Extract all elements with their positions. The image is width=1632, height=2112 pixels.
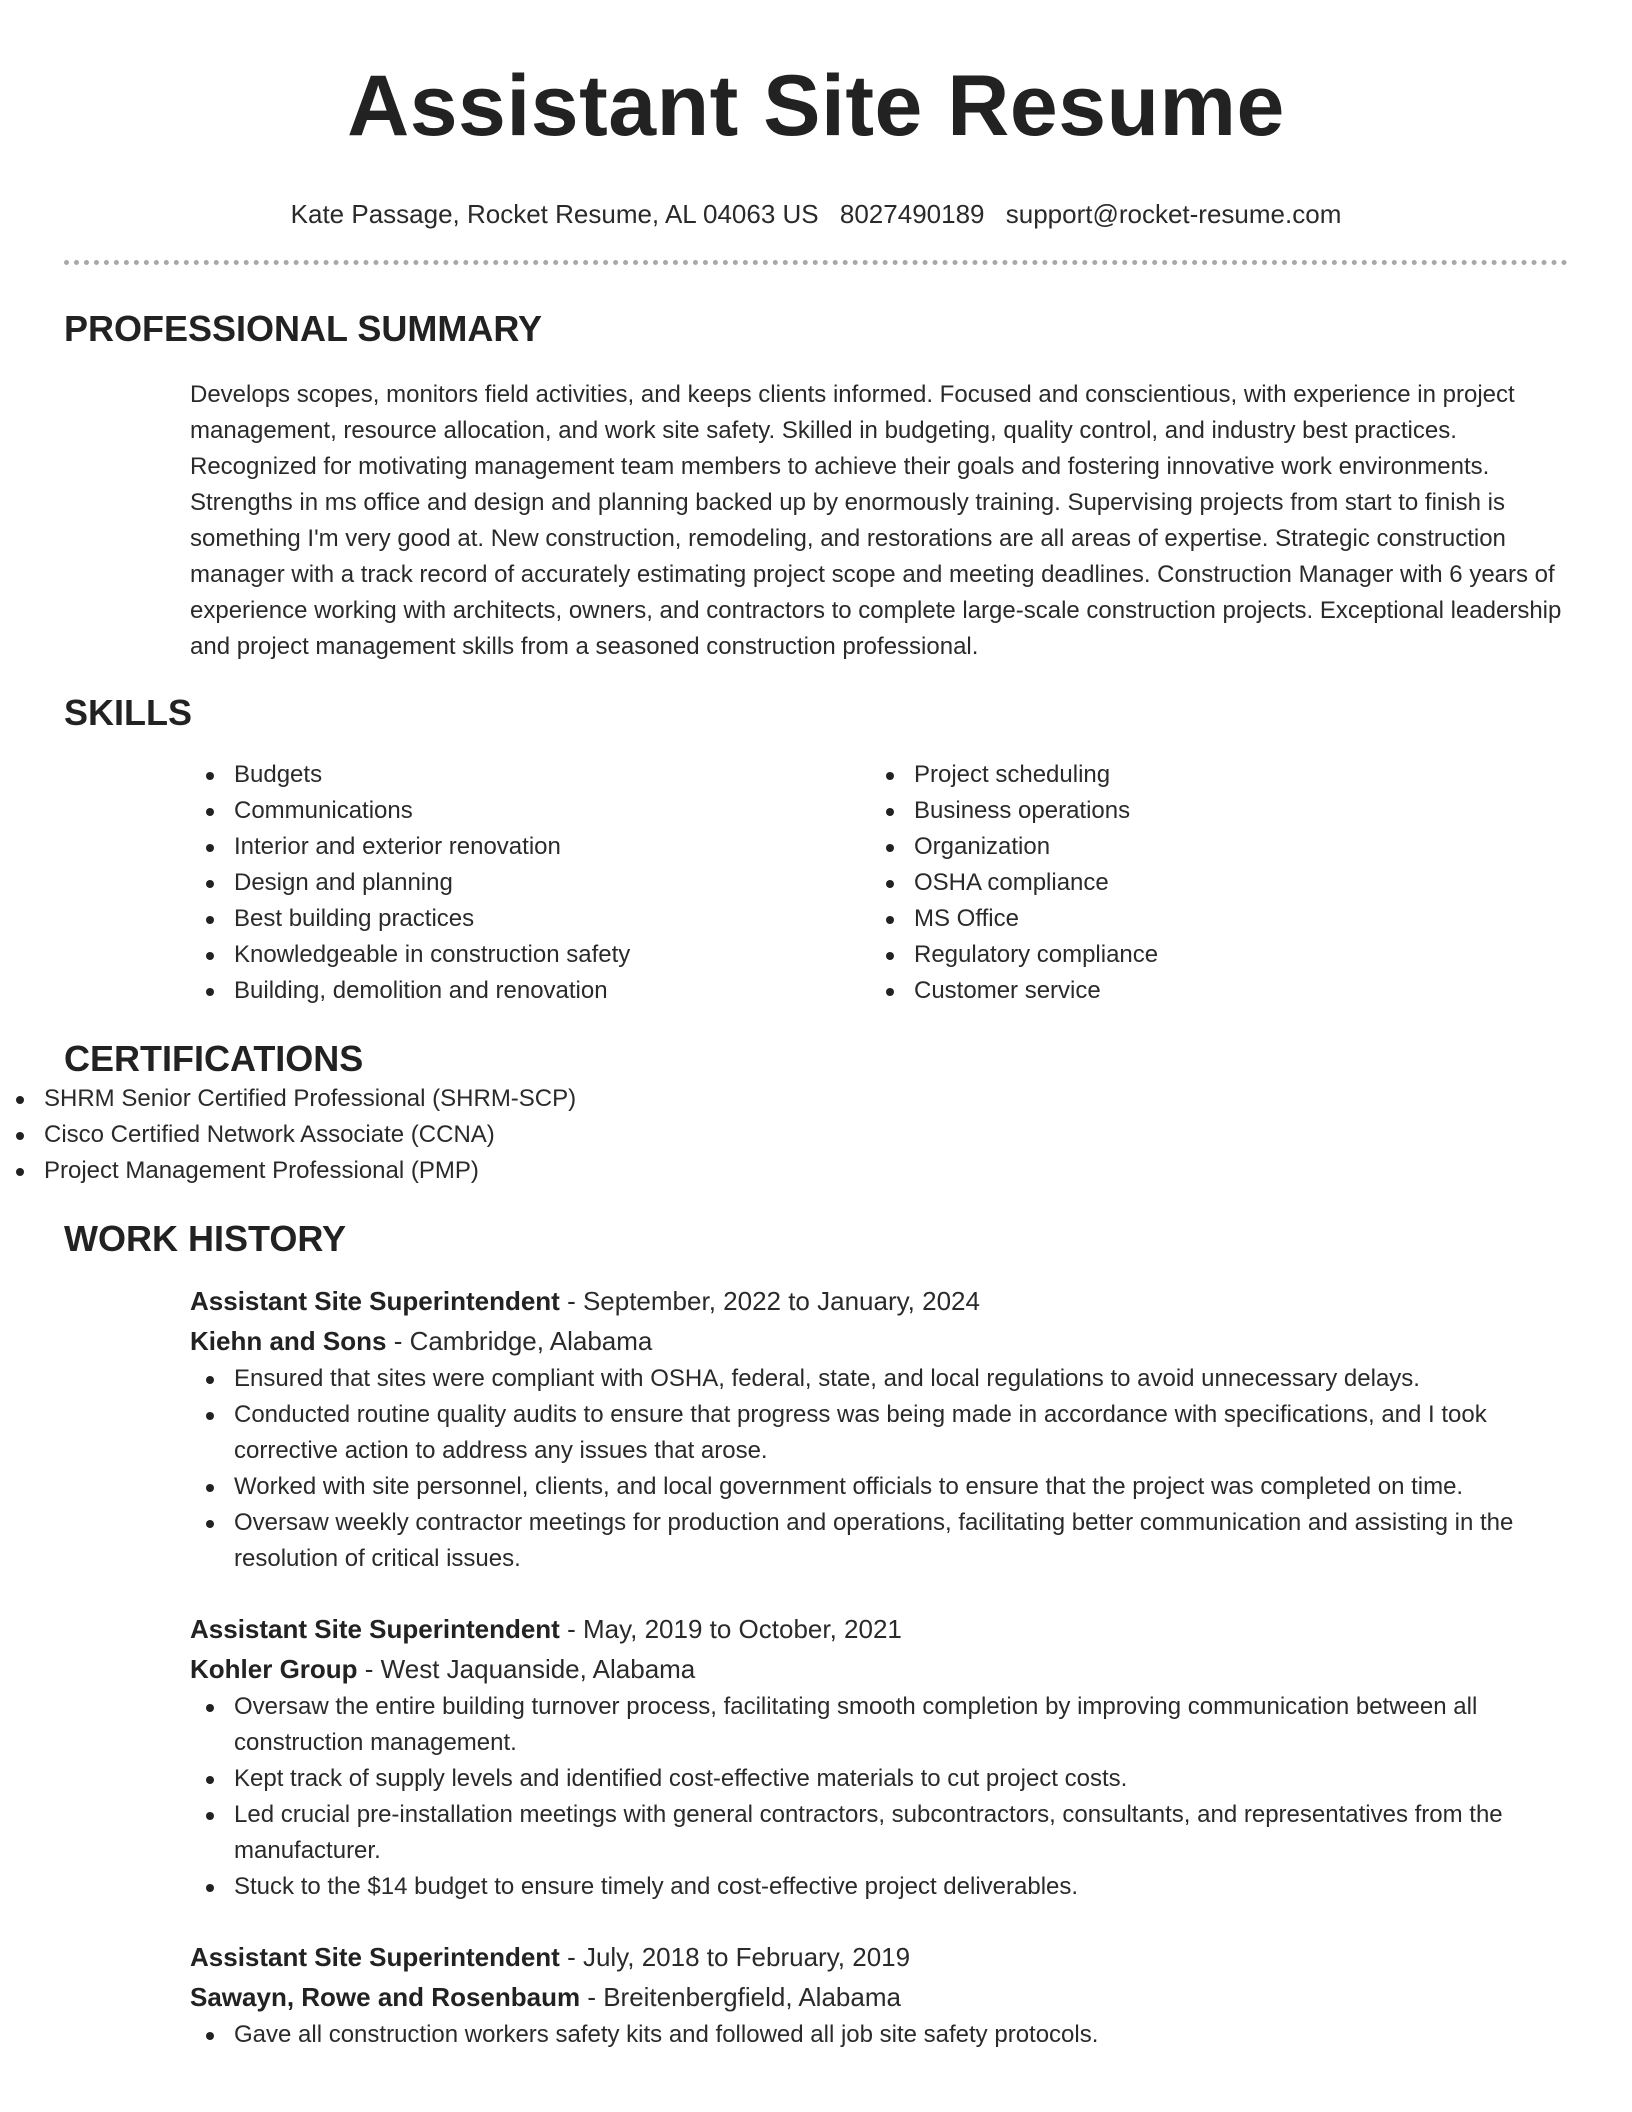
- job-location: - Breitenbergfield, Alabama: [580, 1982, 901, 2012]
- certifications-list: [0, 1081, 1632, 1189]
- certification-item: Project Management Professional (PMP): [0, 1153, 1632, 1189]
- job-bullet: Oversaw the entire building turnover process, facilitating smooth completion by improving communication between all construction management.: [190, 1689, 1568, 1761]
- skill-item: Budgets: [190, 757, 870, 793]
- job-bullets: [190, 1689, 1568, 1905]
- job-company: Kohler Group: [190, 1654, 358, 1684]
- skill-item: Interior and exterior renovation: [190, 829, 870, 865]
- job-location: - West Jaquanside, Alabama: [357, 1654, 696, 1684]
- job-company-line: [190, 1649, 1568, 1689]
- skill-item: Organization: [870, 829, 1550, 865]
- job-bullet: Stuck to the $14 budget to ensure timely and cost-effective project deliverables.: [190, 1869, 1568, 1905]
- job-bullet: Kept track of supply levels and identified cost-effective materials to cut project costs.: [190, 1761, 1568, 1797]
- job-bullets: [190, 2017, 1568, 2053]
- summary-text: Develops scopes, monitors field activities, and keeps clients informed. Focused and conscientious, with experience in project management, resource allocation, and work site safety. Skilled in budgeting, quality control, and industry best practices. Recognized for motivating management team members to achieve their goals and fostering innovative work environments. Strengths in ms office and design and planning backed up by enormously training. Supervising projects from start to finish is something I'm very good at. New construction, remodeling, and restorations are all areas of expertise. Strategic construction manager with a track record of accurately estimating project scope and meeting deadlines. Construction Manager with 6 years of experience working with architects, owners, and contractors to complete large-scale construction projects. Exceptional leadership and project management skills from a seasoned construction professional.: [190, 381, 1562, 660]
- job-title-line: [190, 1281, 1568, 1321]
- contact-address: Kate Passage, Rocket Resume, AL 04063 US: [290, 199, 819, 229]
- skills-column-right: [870, 757, 1550, 1009]
- skill-item: Best building practices: [190, 901, 870, 937]
- job-dates: - May, 2019 to October, 2021: [559, 1614, 902, 1644]
- job-entry: [190, 1609, 1568, 1905]
- job-dates: - July, 2018 to February, 2019: [559, 1942, 911, 1972]
- job-bullet: Oversaw weekly contractor meetings for production and operations, facilitating better communication and assisting in the resolution of critical issues.: [190, 1505, 1568, 1577]
- job-company-line: [190, 1977, 1568, 2017]
- job-bullet: Conducted routine quality audits to ensure that progress was being made in accordance with specifications, and I took corrective action to address any issues that arose.: [190, 1397, 1568, 1469]
- contact-phone: 8027490189: [839, 199, 985, 229]
- job-bullet: Ensured that sites were compliant with OSHA, federal, state, and local regulations to avoid unnecessary delays.: [190, 1361, 1568, 1397]
- job-entry: [190, 1937, 1568, 2053]
- job-company: Kiehn and Sons: [190, 1326, 387, 1356]
- summary-heading: PROFESSIONAL SUMMARY: [64, 308, 543, 349]
- job-title-line: [190, 1609, 1568, 1649]
- work-history-heading: WORK HISTORY: [64, 1218, 347, 1259]
- contact-email: support@rocket-resume.com: [1005, 199, 1342, 229]
- contact-line: [0, 198, 1632, 230]
- job-bullet: Gave all construction workers safety kits and followed all job site safety protocols.: [190, 2017, 1568, 2053]
- job-title-line: [190, 1937, 1568, 1977]
- job-location: - Cambridge, Alabama: [386, 1326, 653, 1356]
- job-company-line: [190, 1321, 1568, 1361]
- skills-list: [190, 757, 1568, 1009]
- job-bullet: Worked with site personnel, clients, and local government officials to ensure that the project was completed on time.: [190, 1469, 1568, 1505]
- skill-item: Knowledgeable in construction safety: [190, 937, 870, 973]
- job-company: Sawayn, Rowe and Rosenbaum: [190, 1982, 581, 2012]
- job-title: Assistant Site Superintendent: [190, 1614, 560, 1644]
- job-title: Assistant Site Superintendent: [190, 1286, 560, 1316]
- skill-item: Regulatory compliance: [870, 937, 1550, 973]
- job-bullets: [190, 1361, 1568, 1577]
- skill-item: MS Office: [870, 901, 1550, 937]
- skill-item: OSHA compliance: [870, 865, 1550, 901]
- certification-item: SHRM Senior Certified Professional (SHRM-SCP): [0, 1081, 1632, 1117]
- certification-item: Cisco Certified Network Associate (CCNA): [0, 1117, 1632, 1153]
- skill-item: Building, demolition and renovation: [190, 973, 870, 1009]
- skills-heading: SKILLS: [64, 692, 193, 733]
- job-title: Assistant Site Superintendent: [190, 1942, 560, 1972]
- job-dates: - September, 2022 to January, 2024: [559, 1286, 980, 1316]
- skill-item: Project scheduling: [870, 757, 1550, 793]
- skill-item: Communications: [190, 793, 870, 829]
- skill-item: Customer service: [870, 973, 1550, 1009]
- skills-column-left: [190, 757, 870, 1009]
- certifications-heading: CERTIFICATIONS: [64, 1038, 364, 1079]
- resume-title: Assistant Site Resume: [347, 58, 1285, 154]
- job-entry: [190, 1281, 1568, 1577]
- header-divider: [64, 260, 1568, 265]
- skill-item: Design and planning: [190, 865, 870, 901]
- job-bullet: Led crucial pre-installation meetings with general contractors, subcontractors, consultants, and representatives from the manufacturer.: [190, 1797, 1568, 1869]
- skill-item: Business operations: [870, 793, 1550, 829]
